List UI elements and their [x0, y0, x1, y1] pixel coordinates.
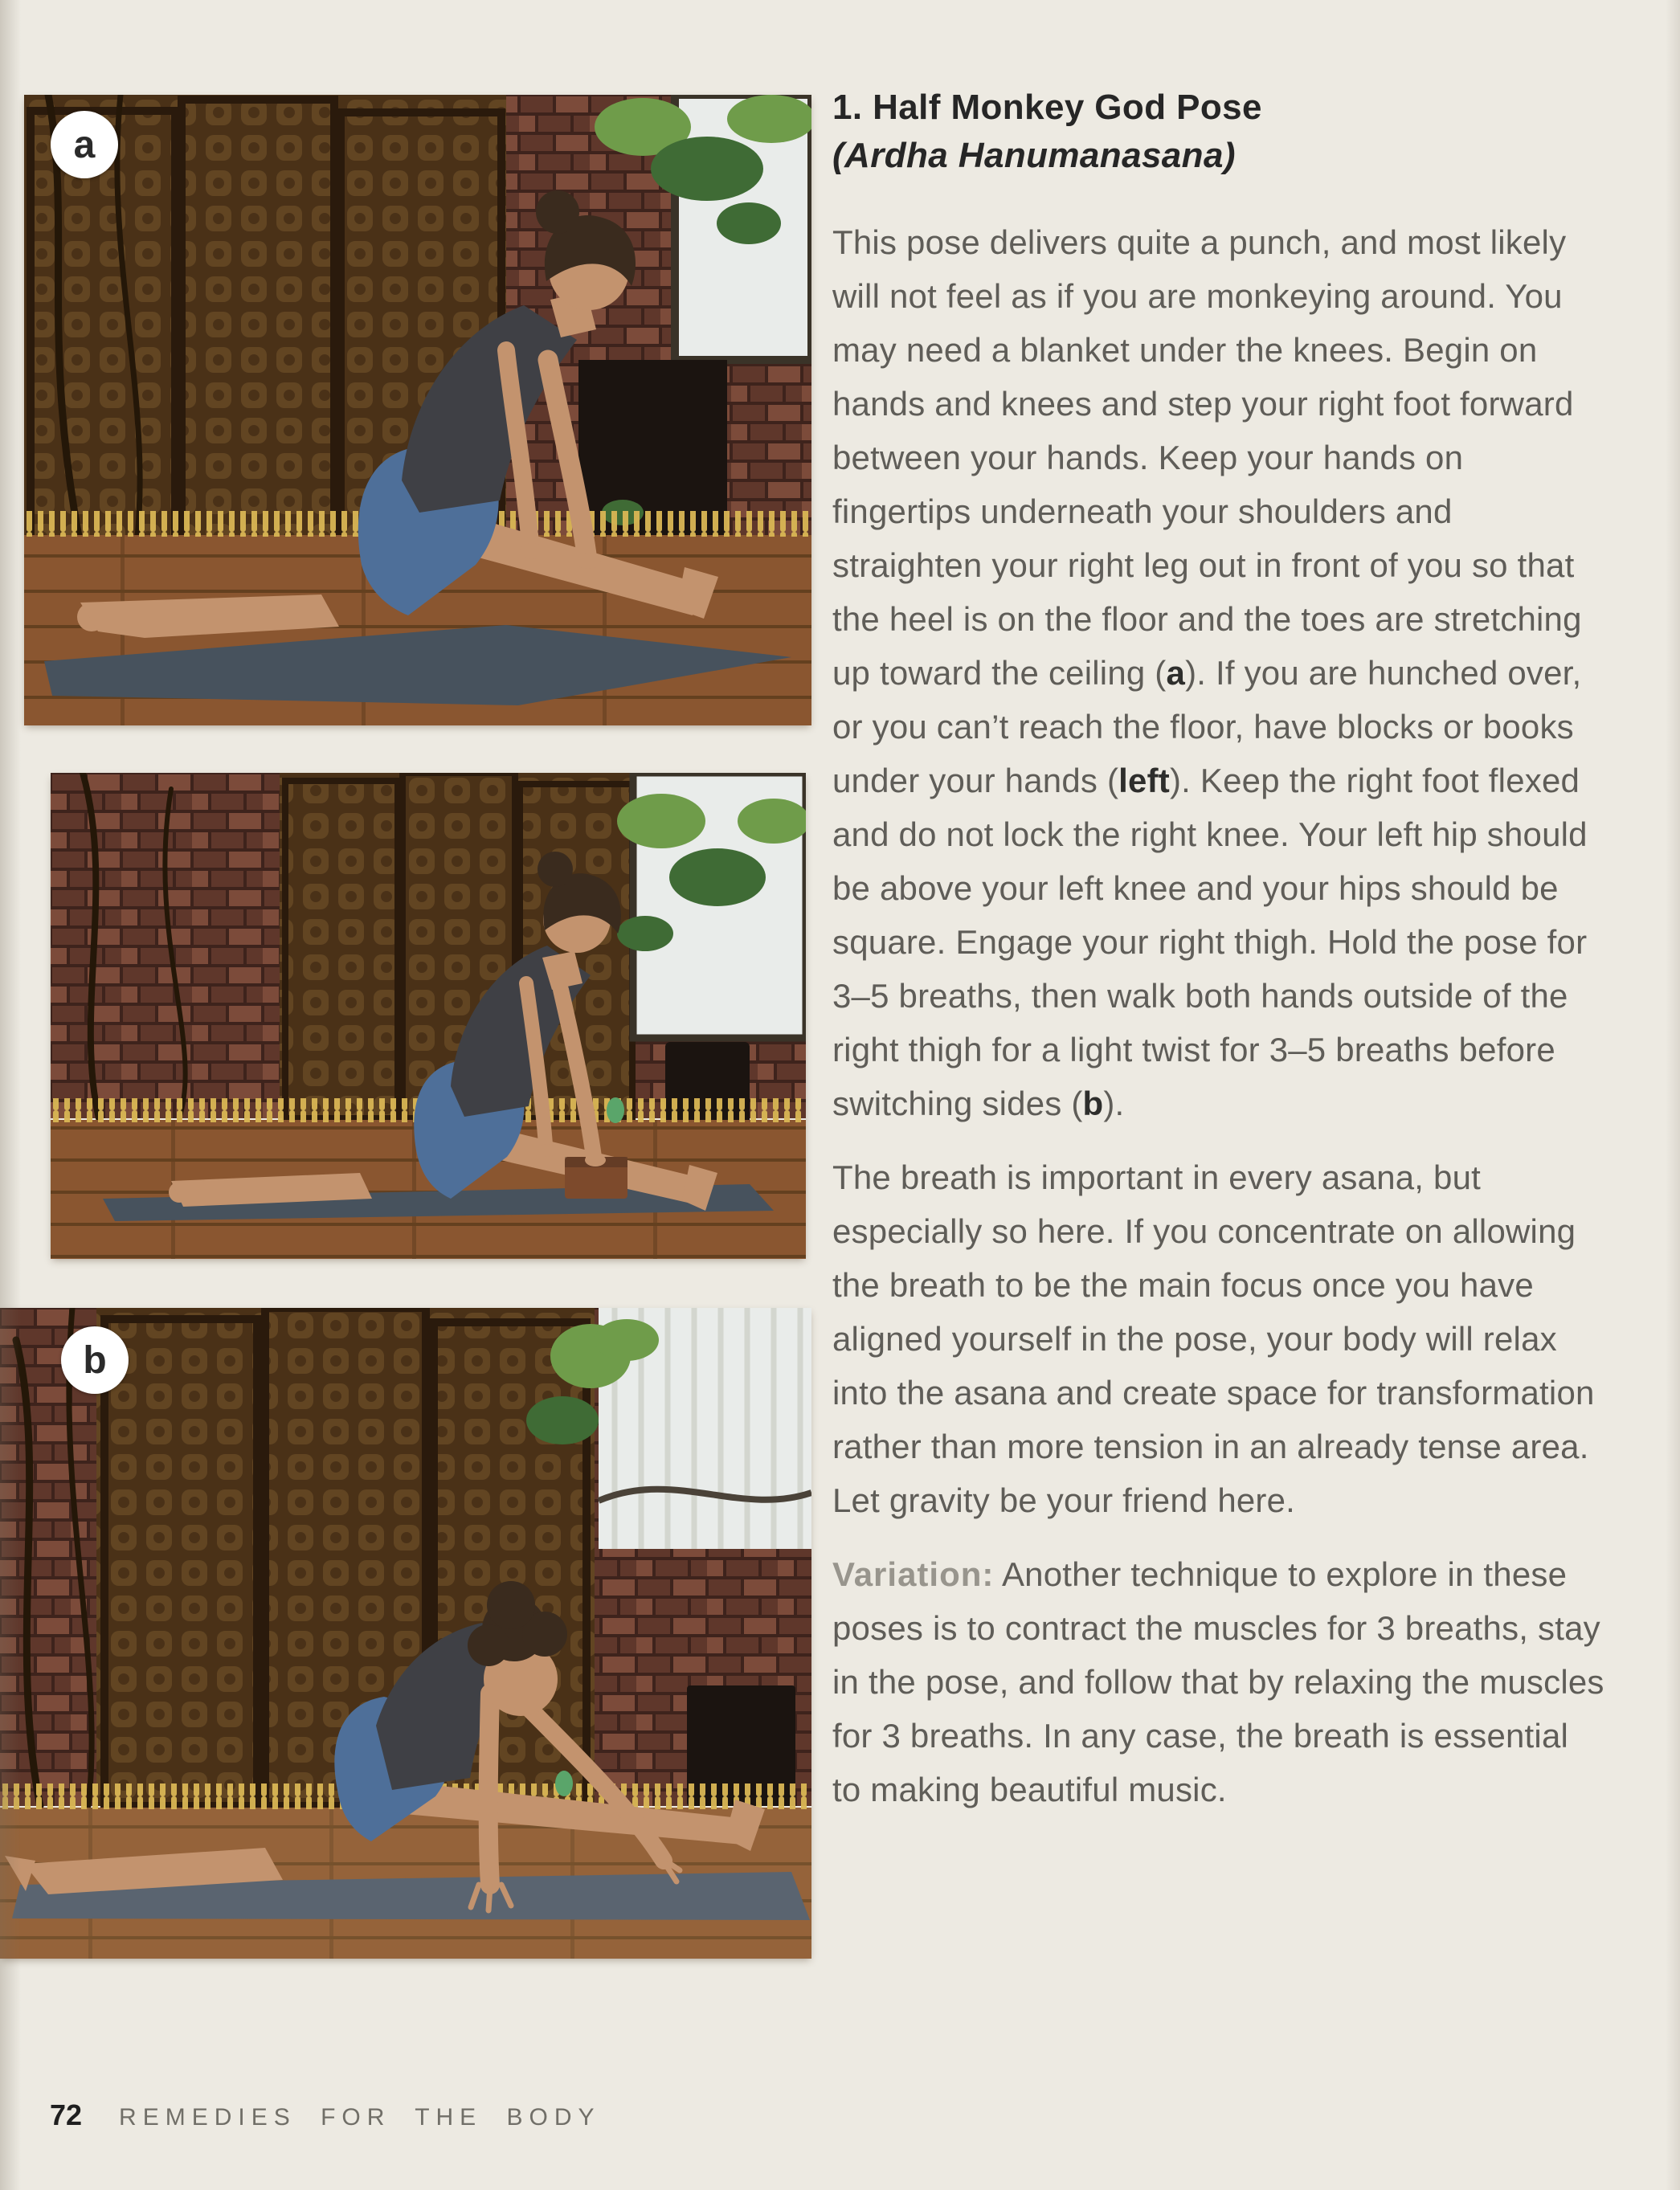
figure-photo-block-variation [51, 773, 806, 1259]
body-paragraph: The breath is important in every asana, but especially so here. If you concentrate on allowing the breath to be the main focus once you have aligned yourself in the pose, your body will relax into the asana and create space for transformation rather than more tension in an already tense area. Let gravity be your friend here. [832, 1158, 1595, 1519]
running-head: REMEDIES FOR THE BODY [119, 2104, 601, 2131]
pose-title-english: 1. Half Monkey God Pose [832, 88, 1262, 127]
pose-photo-block-illustration [51, 773, 806, 1259]
page-footer [50, 2098, 601, 2132]
pose-title-sanskrit: (Ardha Hanumanasana) [832, 136, 1236, 175]
figure-photo-a [24, 95, 811, 725]
article-column [832, 84, 1605, 1837]
page-number: 72 [50, 2098, 83, 2131]
pose-photo-a-illustration [24, 95, 811, 725]
body-paragraph: Variation: Another technique to explore in these poses is to contract the muscles for 3 breaths, stay in the pose, and follow that by relaxing the muscles for 3 breaths. In any case, the breath is essential to making beautiful music. [832, 1555, 1604, 1808]
figure-label-b: b [61, 1326, 129, 1394]
figure-label-a: a [51, 111, 118, 178]
article-body [832, 215, 1605, 1816]
body-paragraph: This pose delivers quite a punch, and most likely will not feel as if you are monkeying around. You may need a blanket under the knees. Begin on hands and knees and step your right foot forward between your hands. Keep your hands on fingertips underneath your shoulders and straighten your right leg out in front of you so that the heel is on the floor and the toes are stretching up toward the ceiling (a). If you are hunched over, or you can’t reach the floor, have blocks or books under your hands (left). Keep the right foot flexed and do not lock the right knee. Your left hip should be above your left knee and your hips should be square. Engage your right thigh. Hold the pose for 3–5 breaths, then walk both hands outside of the right thigh for a light twist for 3–5 breaths before switching sides (b). [832, 223, 1588, 1122]
figure-photo-b [0, 1308, 811, 1959]
page-title [832, 84, 1605, 180]
pose-photo-b-illustration [0, 1308, 811, 1959]
